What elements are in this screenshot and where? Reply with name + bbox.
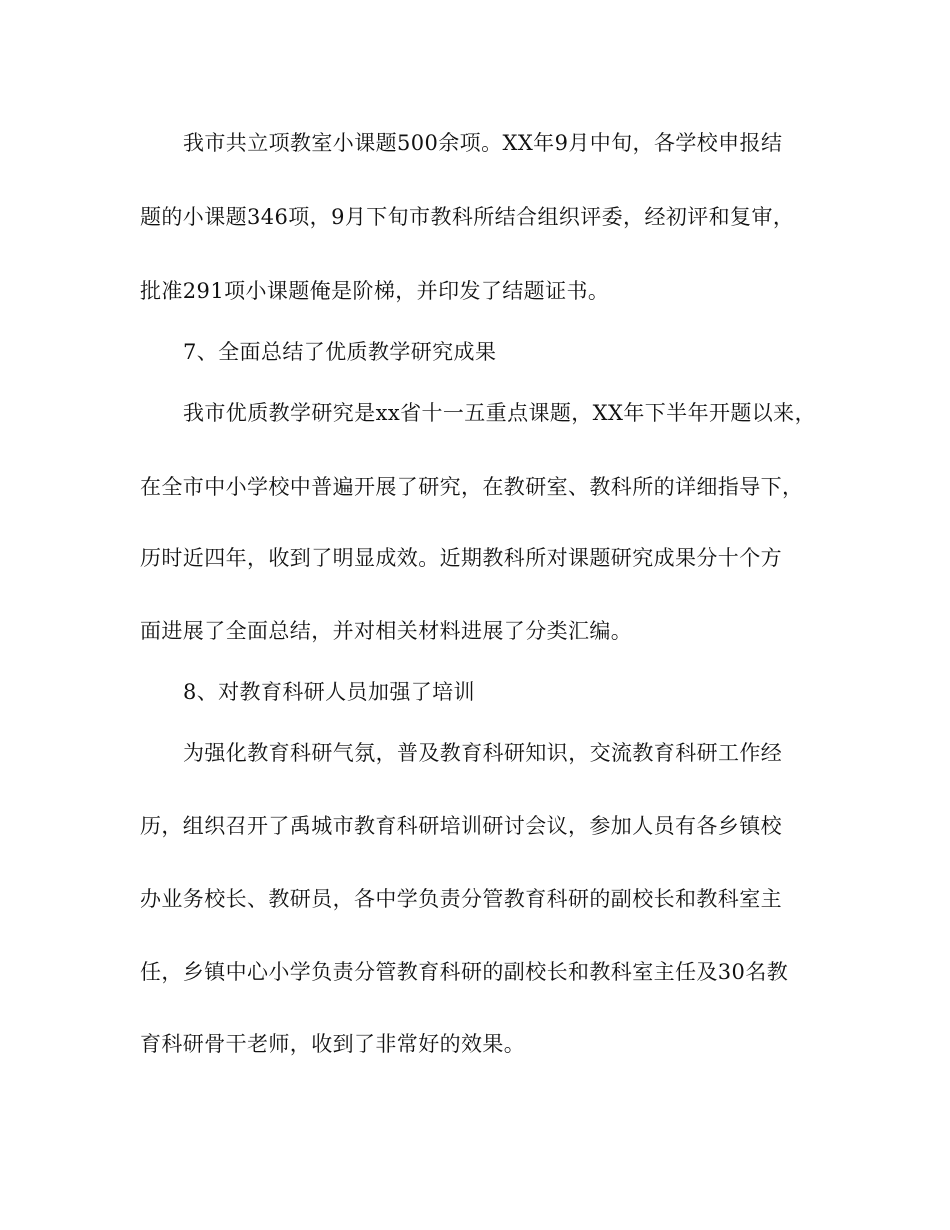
paragraph-line: 历，组织召开了禹城市教育科研培训研讨会议，参加人员有各乡镇校 [140, 814, 782, 838]
section-heading: 7、全面总结了优质教学研究成果 [183, 340, 497, 364]
paragraph-line: 面进展了全面总结，并对相关材料进展了分类汇编。 [140, 619, 633, 643]
paragraph-line: 我市优质教学研究是xx省十一五重点课题，XX年下半年开题以来， [183, 401, 816, 425]
paragraph-line: 题的小课题346项，9月下旬市教科所结合组织评委，经初评和复审， [140, 205, 795, 229]
paragraph-line: 办业务校长、教研员，各中学负责分管教育科研的副校长和教科室主 [140, 887, 782, 911]
paragraph-line: 我市共立项教室小课题500余项。XX年9月中旬，各学校申报结 [183, 131, 783, 155]
paragraph-line: 为强化教育科研气氛，普及教育科研知识，交流教育科研工作经 [183, 741, 783, 765]
paragraph-line: 历时近四年，收到了明显成效。近期教科所对课题研究成果分十个方 [140, 546, 782, 570]
section-heading: 8、对教育科研人员加强了培训 [183, 680, 475, 704]
paragraph-line: 在全市中小学校中普遍开展了研究，在教研室、教科所的详细指导下， [140, 475, 804, 499]
paragraph-line: 育科研骨干老师，收到了非常好的效果。 [140, 1032, 526, 1056]
paragraph-line: 批准291项小课题俺是阶梯，并印发了结题证书。 [140, 279, 610, 303]
paragraph-line: 任，乡镇中心小学负责分管教育科研的副校长和教科室主任及30名教 [140, 960, 789, 984]
